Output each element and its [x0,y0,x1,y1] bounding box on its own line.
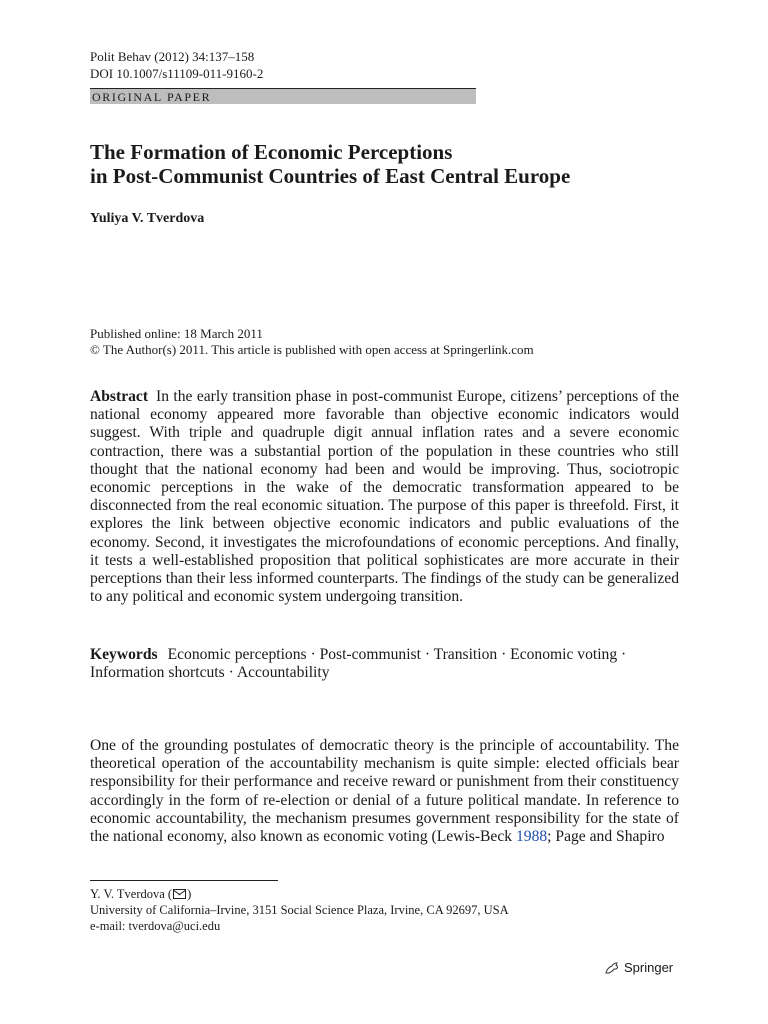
journal-citation: Polit Behav (2012) 34:137–158 [90,49,255,64]
keywords-text: Economic perceptions · Post-communist · Transition · Economic voting · Information shortcuts · Accountability [90,646,627,682]
body-text-before: One of the grounding postulates of democratic theory is the principle of accountability. The theoretical operation of the accountability mechanism is quite simple: elected officials bear responsibility for their performance and receive reward or punishment from their constituency accordingly in the form of re-election or denial of a future political mandate. In reference to economic accountability, the mechanism presumes government responsibility for the state of the national economy, also known as economic voting (Lewis-Beck [90,737,679,846]
footnote-name-line [90,886,509,902]
citation-link[interactable]: 1988 [515,828,548,846]
published-date: Published online: 18 March 2011 [90,326,263,341]
doi[interactable]: DOI 10.1007/s11109-011-9160-2 [90,66,264,81]
publisher-name: Springer [624,960,674,975]
abstract [90,388,679,606]
footnote-divider [90,880,278,881]
journal-header [90,48,263,82]
footnote-email[interactable]: e-mail: tverdova@uci.edu [90,919,221,933]
abstract-text: In the early transition phase in post-communist Europe, citizens’ perceptions of the national economy appeared more favorable than objective economic indicators would suggest. With triple and quadruple digit annual inflation rates and a severe economic contraction, there was a substantial portion of the population in these countries who still thought that the national economy had been and would be improving. Thus, sociotropic economic perceptions in the wake of the democratic transformation appeared to be disconnected from the real economic situation. The purpose of this paper is threefold. First, it explores the link between objective economic indicators and public evaluations of the economy. Second, it investigates the microfoundations of economic perceptions. And finally, it tests a well-established proposition that political sophisticates are more accurate in their perceptions than their less informed counterparts. The findings of the study can be generalized to any political and economic system undergoing transition. [90,388,679,606]
publisher-logo [604,960,673,975]
footnote-name: Y. V. Tverdova ( [90,887,173,901]
publication-info [90,326,534,358]
footnote-name-close: ) [187,887,192,901]
author-footnote [90,886,509,934]
springer-horse-icon [604,961,620,975]
title-line-2: in Post-Communist Countries of East Central Europe [90,164,571,188]
abstract-label: Abstract [90,388,149,405]
footnote-affiliation: University of California–Irvine, 3151 Social Science Plaza, Irvine, CA 92697, USA [90,903,509,917]
keywords [90,646,679,682]
author-name: Yuliya V. Tverdova [90,211,205,226]
license-statement: © The Author(s) 2011. This article is published with open access at Springerlink.com [90,342,534,357]
paper-title [90,140,570,188]
body-text-after: ; Page and Shapiro [547,828,665,846]
article-type-badge: ORIGINAL PAPER [90,88,476,104]
envelope-icon[interactable] [173,889,186,899]
title-line-1: The Formation of Economic Perceptions [90,140,453,164]
body-paragraph [90,737,679,846]
keywords-label: Keywords [90,646,158,663]
